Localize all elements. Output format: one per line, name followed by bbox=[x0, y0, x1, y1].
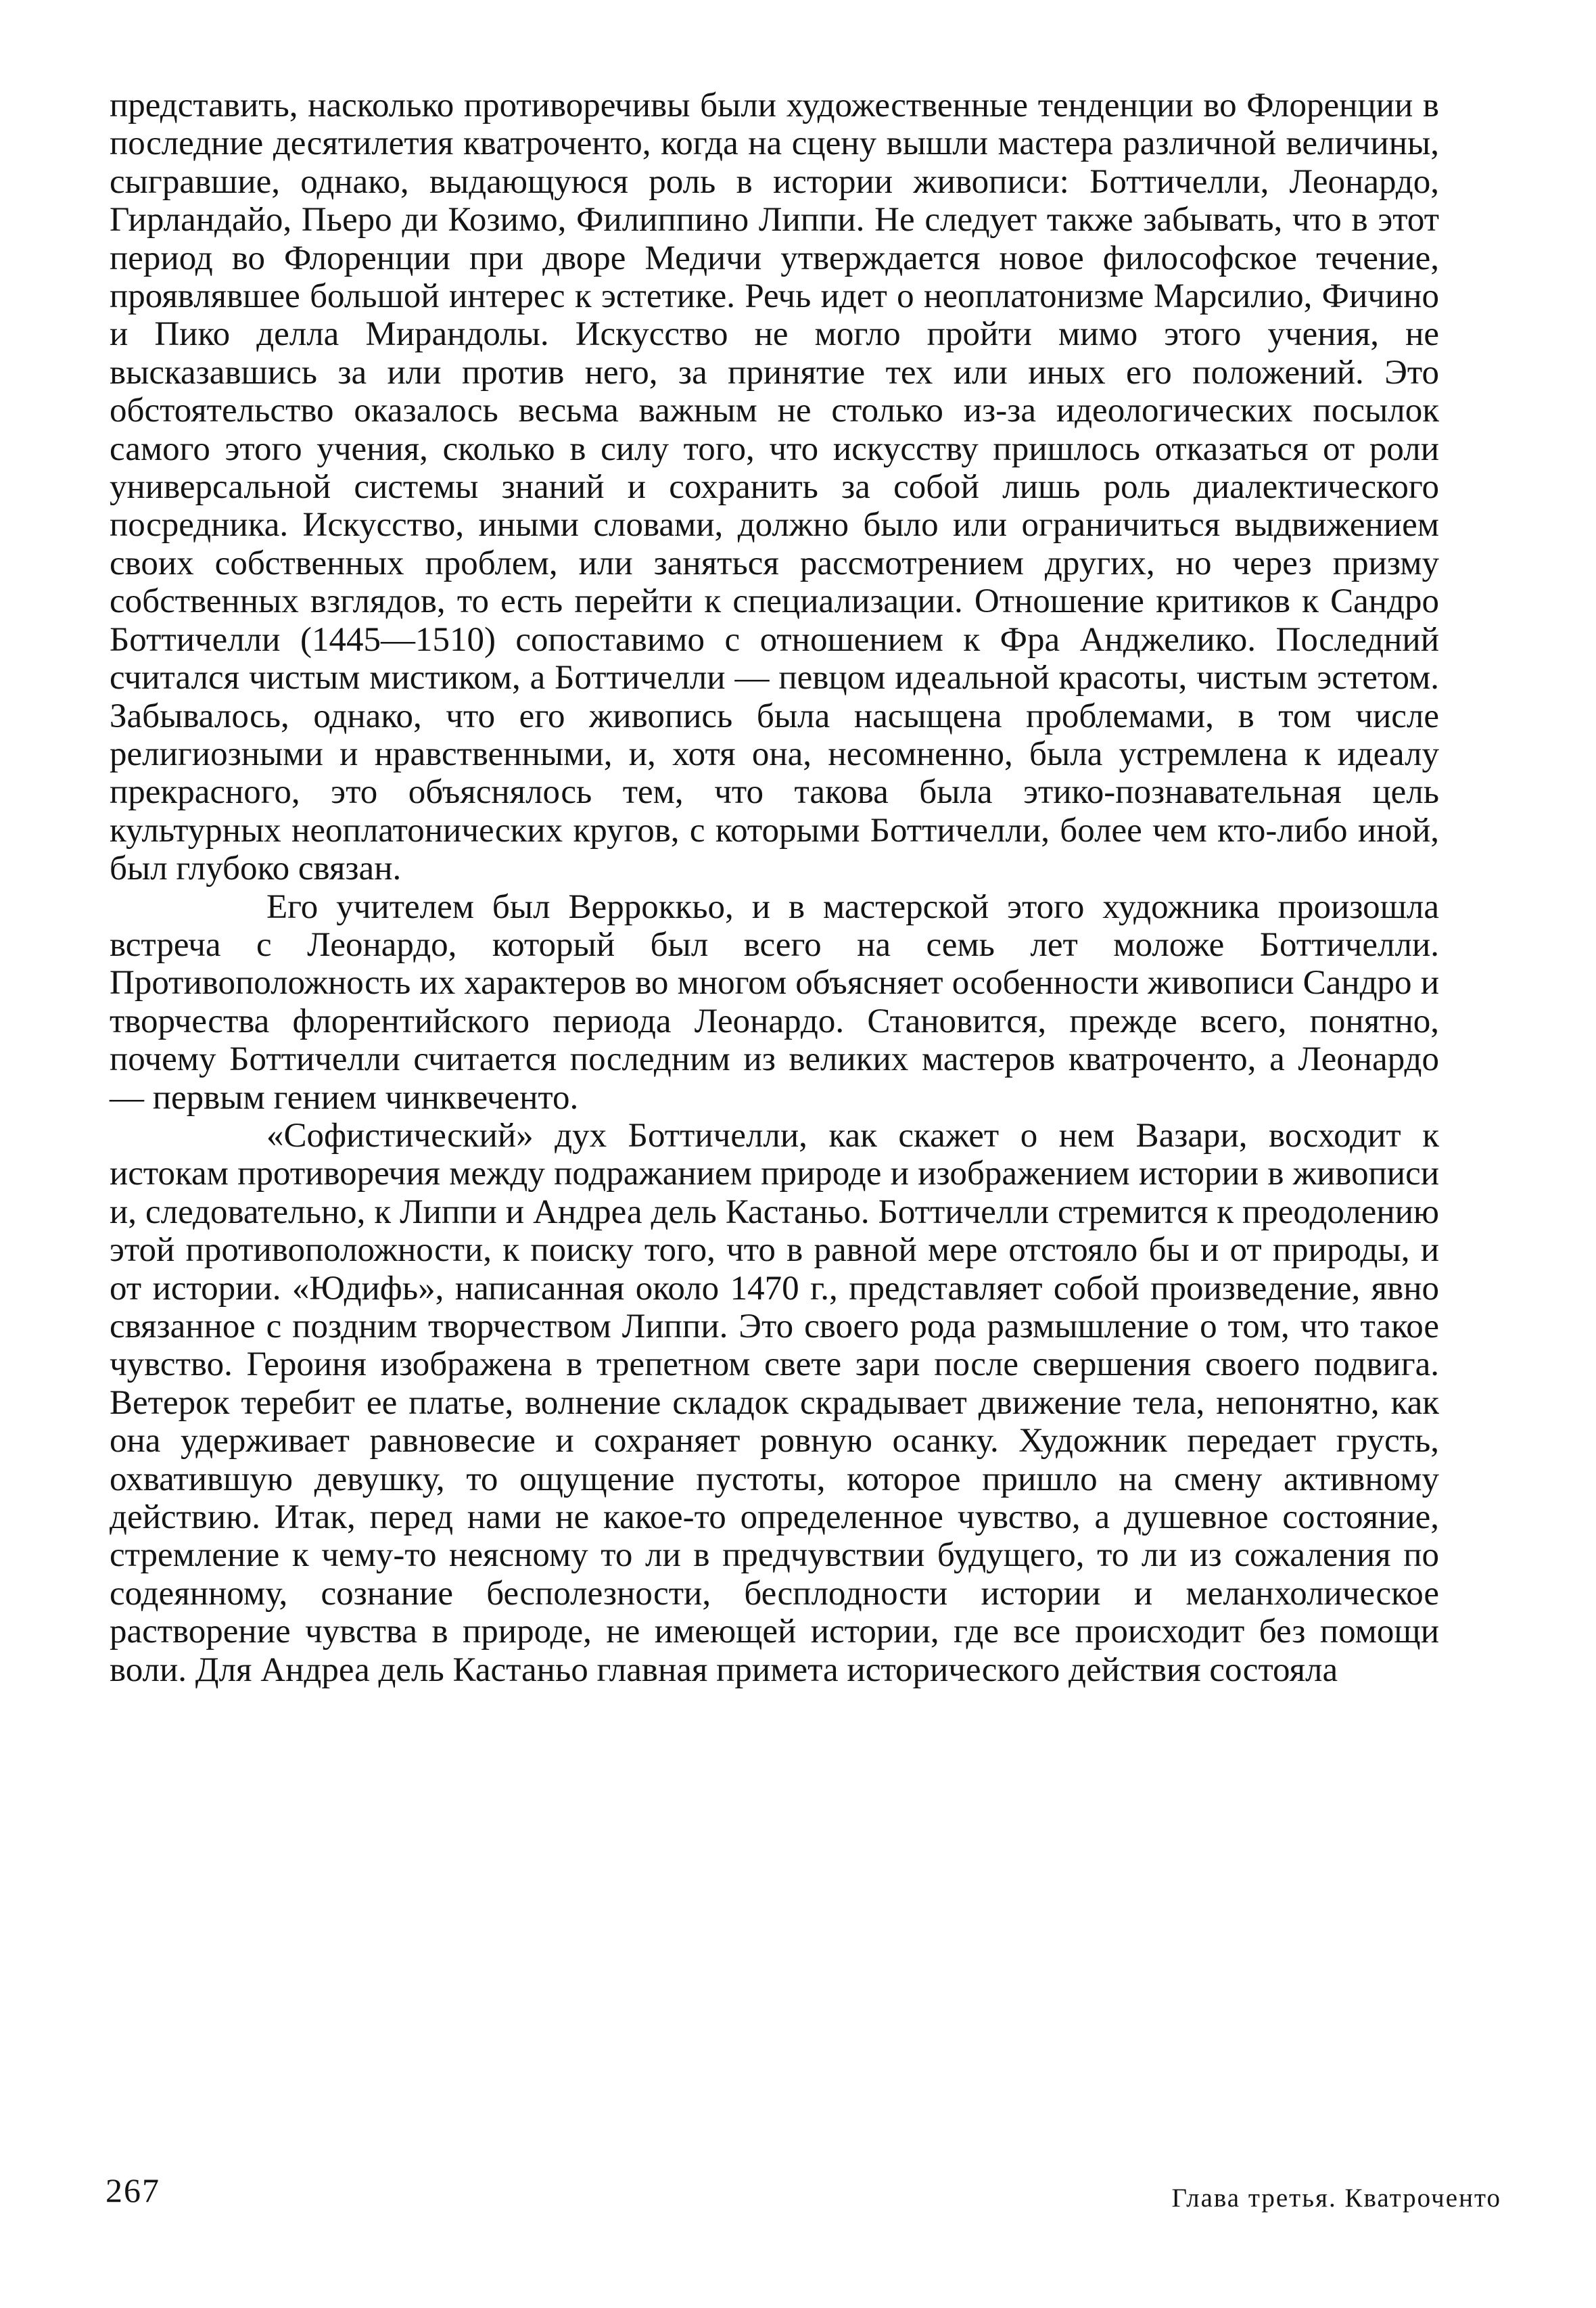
body-text bbox=[110, 87, 1439, 1689]
running-title: Глава третья. Кватроченто bbox=[1171, 2184, 1501, 2213]
paragraph: представить, насколько противоречивы были художественные тенденции во Флоренции в последние десятилетия кватроченто, когда на сцену вышли мастера различной величины, сыгравшие, однако, выдающуюся роль в истории живописи: Боттичелли, Леонардо, Гирландайо, Пьеро ди Козимо, Филиппино Липпи. Не следует также забывать, что в этот период во Флоренции при дворе Медичи утверждается новое философское течение, проявлявшее большой интерес к эстетике. Речь идет о неоплатонизме Марсилио, Фичино и Пико делла Мирандолы. Искусство не могло пройти мимо этого учения, не высказавшись за или против него, за принятие тех или иных его положений. Это обстоятельство оказалось весьма важным не столько из-за идеологических посылок самого этого учения, сколько в силу того, что искусству пришлось отказаться от роли универсальной системы знаний и сохранить за собой лишь роль диалектического посредника. Искусство, иными словами, должно было или ограничиться выдвижением своих собственных проблем, или заняться рассмотрением других, но через призму собственных взглядов, то есть перейти к специализации. Отношение критиков к Сандро Боттичелли (1445—1510) сопоставимо с отношением к Фра Анджелико. Последний считался чистым мистиком, а Боттичелли — певцом идеальной красоты, чистым эстетом. Забывалось, однако, что его живопись была насыщена проблемами, в том числе религиозными и нравственными, и, хотя она, несомненно, была устремлена к идеалу прекрасного, это объяснялось тем, что такова была этико-познавательная цель культурных неоплатонических кругов, с которыми Боттичелли, более чем кто-либо иной, был глубоко связан. bbox=[110, 87, 1439, 888]
paragraph: Его учителем был Верроккьо, и в мастерской этого художника произошла встреча с Леонардо, который был всего на семь лет моложе Боттичелли. Противоположность их характеров во многом объясняет особенности живописи Сандро и творчества флорентийского периода Леонардо. Становится, прежде всего, понятно, почему Боттичелли считается последним из великих мастеров кватроченто, а Леонардо — первым гением чинквеченто. bbox=[110, 887, 1439, 1117]
paragraph: «Софистический» дух Боттичелли, как скажет о нем Вазари, восходит к истокам противоречия между подражанием природе и изображением истории в живописи и, следовательно, к Липпи и Андреа дель Кастаньо. Боттичелли стремится к преодолению этой противоположности, к поиску того, что в равной мере отстояло бы и от природы, и от истории. «Юдифь», написанная около 1470 г., представляет собой произведение, явно связанное с поздним творчеством Липпи. Это своего рода размышление о том, что такое чувство. Героиня изображена в трепетном свете зари после свершения своего подвига. Ветерок теребит ее платье, волнение складок скрадывает движение тела, непонятно, как она удерживает равновесие и сохраняет ровную осанку. Художник передает грусть, охватившую девушку, то ощущение пустоты, которое пришло на смену активному действию. Итак, перед нами не какое-то определенное чувство, а душевное состояние, стремление к чему-то неясному то ли в предчувствии будущего, то ли из сожаления по содеянному, сознание бесполезности, бесплодности истории и меланхолическое растворение чувства в природе, не имеющей истории, где все происходит без помощи воли. Для Андреа дель Кастаньо главная примета исторического действия состояла bbox=[110, 1116, 1439, 1689]
page-number: 267 bbox=[105, 2171, 160, 2209]
